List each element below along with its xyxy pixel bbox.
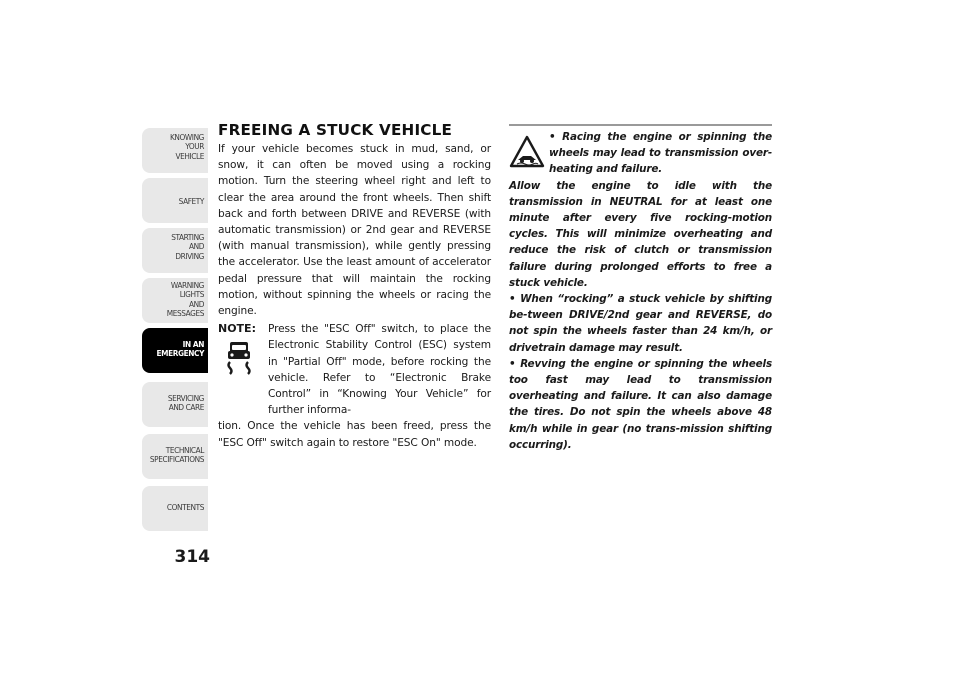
esc-off-icon — [224, 341, 254, 375]
tab-label: CONTENTS — [166, 502, 204, 512]
note-text: Press the "ESC Off" switch, to place the Electronic Stability Control (ESC) system in "Partial Off" mode, before rocking the vehicle. Refer to “Electronic Brake Control” in “Knowing Your Vehicle” for further informa- — [268, 323, 491, 417]
tab-knowing-your-vehicle[interactable] — [142, 128, 208, 173]
tab-safety[interactable] — [142, 178, 208, 223]
warning-rule — [509, 124, 772, 126]
main-section — [218, 121, 491, 451]
tab-label: SERVICING AND CARE — [167, 393, 204, 413]
tab-label: WARNING LIGHTS AND MESSAGES — [166, 280, 204, 318]
tab-label: SAFETY — [178, 196, 204, 206]
warning-text — [509, 129, 772, 453]
note-block — [218, 321, 491, 451]
tab-in-an-emergency[interactable] — [142, 328, 208, 373]
note-label: NOTE: — [218, 322, 256, 336]
warning-bullet-1-lead: • Racing the engine or spinning the wheels may lead to transmission over-heating and failure. — [549, 131, 772, 176]
warning-box — [509, 129, 772, 453]
warning-bullet-2: • When “rocking” a stuck vehicle by shifting be-tween DRIVE/2nd gear and REVERSE, do not spin the wheels faster than 24 km/h, or drivetrain damage may result. — [509, 293, 772, 354]
tab-warning-lights-and-messages[interactable] — [142, 278, 208, 323]
tab-label: KNOWING YOUR VEHICLE — [169, 132, 204, 161]
note-tail-text: tion. Once the vehicle has been freed, press the "ESC Off" switch again to restore "ESC On" mode. — [218, 420, 491, 449]
tab-starting-and-driving[interactable] — [142, 228, 208, 273]
tab-technical-specifications[interactable] — [142, 434, 208, 479]
warning-bullet-3: • Revving the engine or spinning the wheels too fast may lead to transmission overheating and failure. It can also damage the tires. Do not spin the wheels above 48 km/h while in gear (no trans-mission shifting occurring). — [509, 357, 772, 451]
tab-label: TECHNICAL SPECIFICATIONS — [149, 445, 204, 465]
section-heading: FREEING A STUCK VEHICLE — [218, 121, 453, 139]
warning-bullet-1-rest: Allow the engine to idle with the transmission in NEUTRAL for at least one minute after every five rocking-motion cycles. This will minimize overheating and reduce the risk of clutch or transmission failure during prolonged efforts to free a stuck vehicle. — [509, 179, 772, 289]
tab-label: STARTING AND DRIVING — [171, 232, 204, 261]
warning-triangle-icon — [509, 135, 545, 169]
section-paragraph: If your vehicle becomes stuck in mud, sand, or snow, it can often be moved using a rocking motion. Turn the steering wheel right and left to clear the area around the front wheels. Then shift back and forth between DRIVE and REVERSE (with automatic transmission) or 2nd gear and REVERSE (with manual transmission), while gently pressing the accelerator. Use the least amount of accelerator pedal pressure that will maintain the rocking motion, without spinning the wheels or racing the engine. — [218, 143, 491, 318]
tab-contents[interactable] — [142, 486, 208, 531]
tab-servicing-and-care[interactable] — [142, 382, 208, 427]
page-number: 314 — [174, 547, 210, 567]
tab-label: IN AN EMERGENCY — [156, 339, 204, 359]
